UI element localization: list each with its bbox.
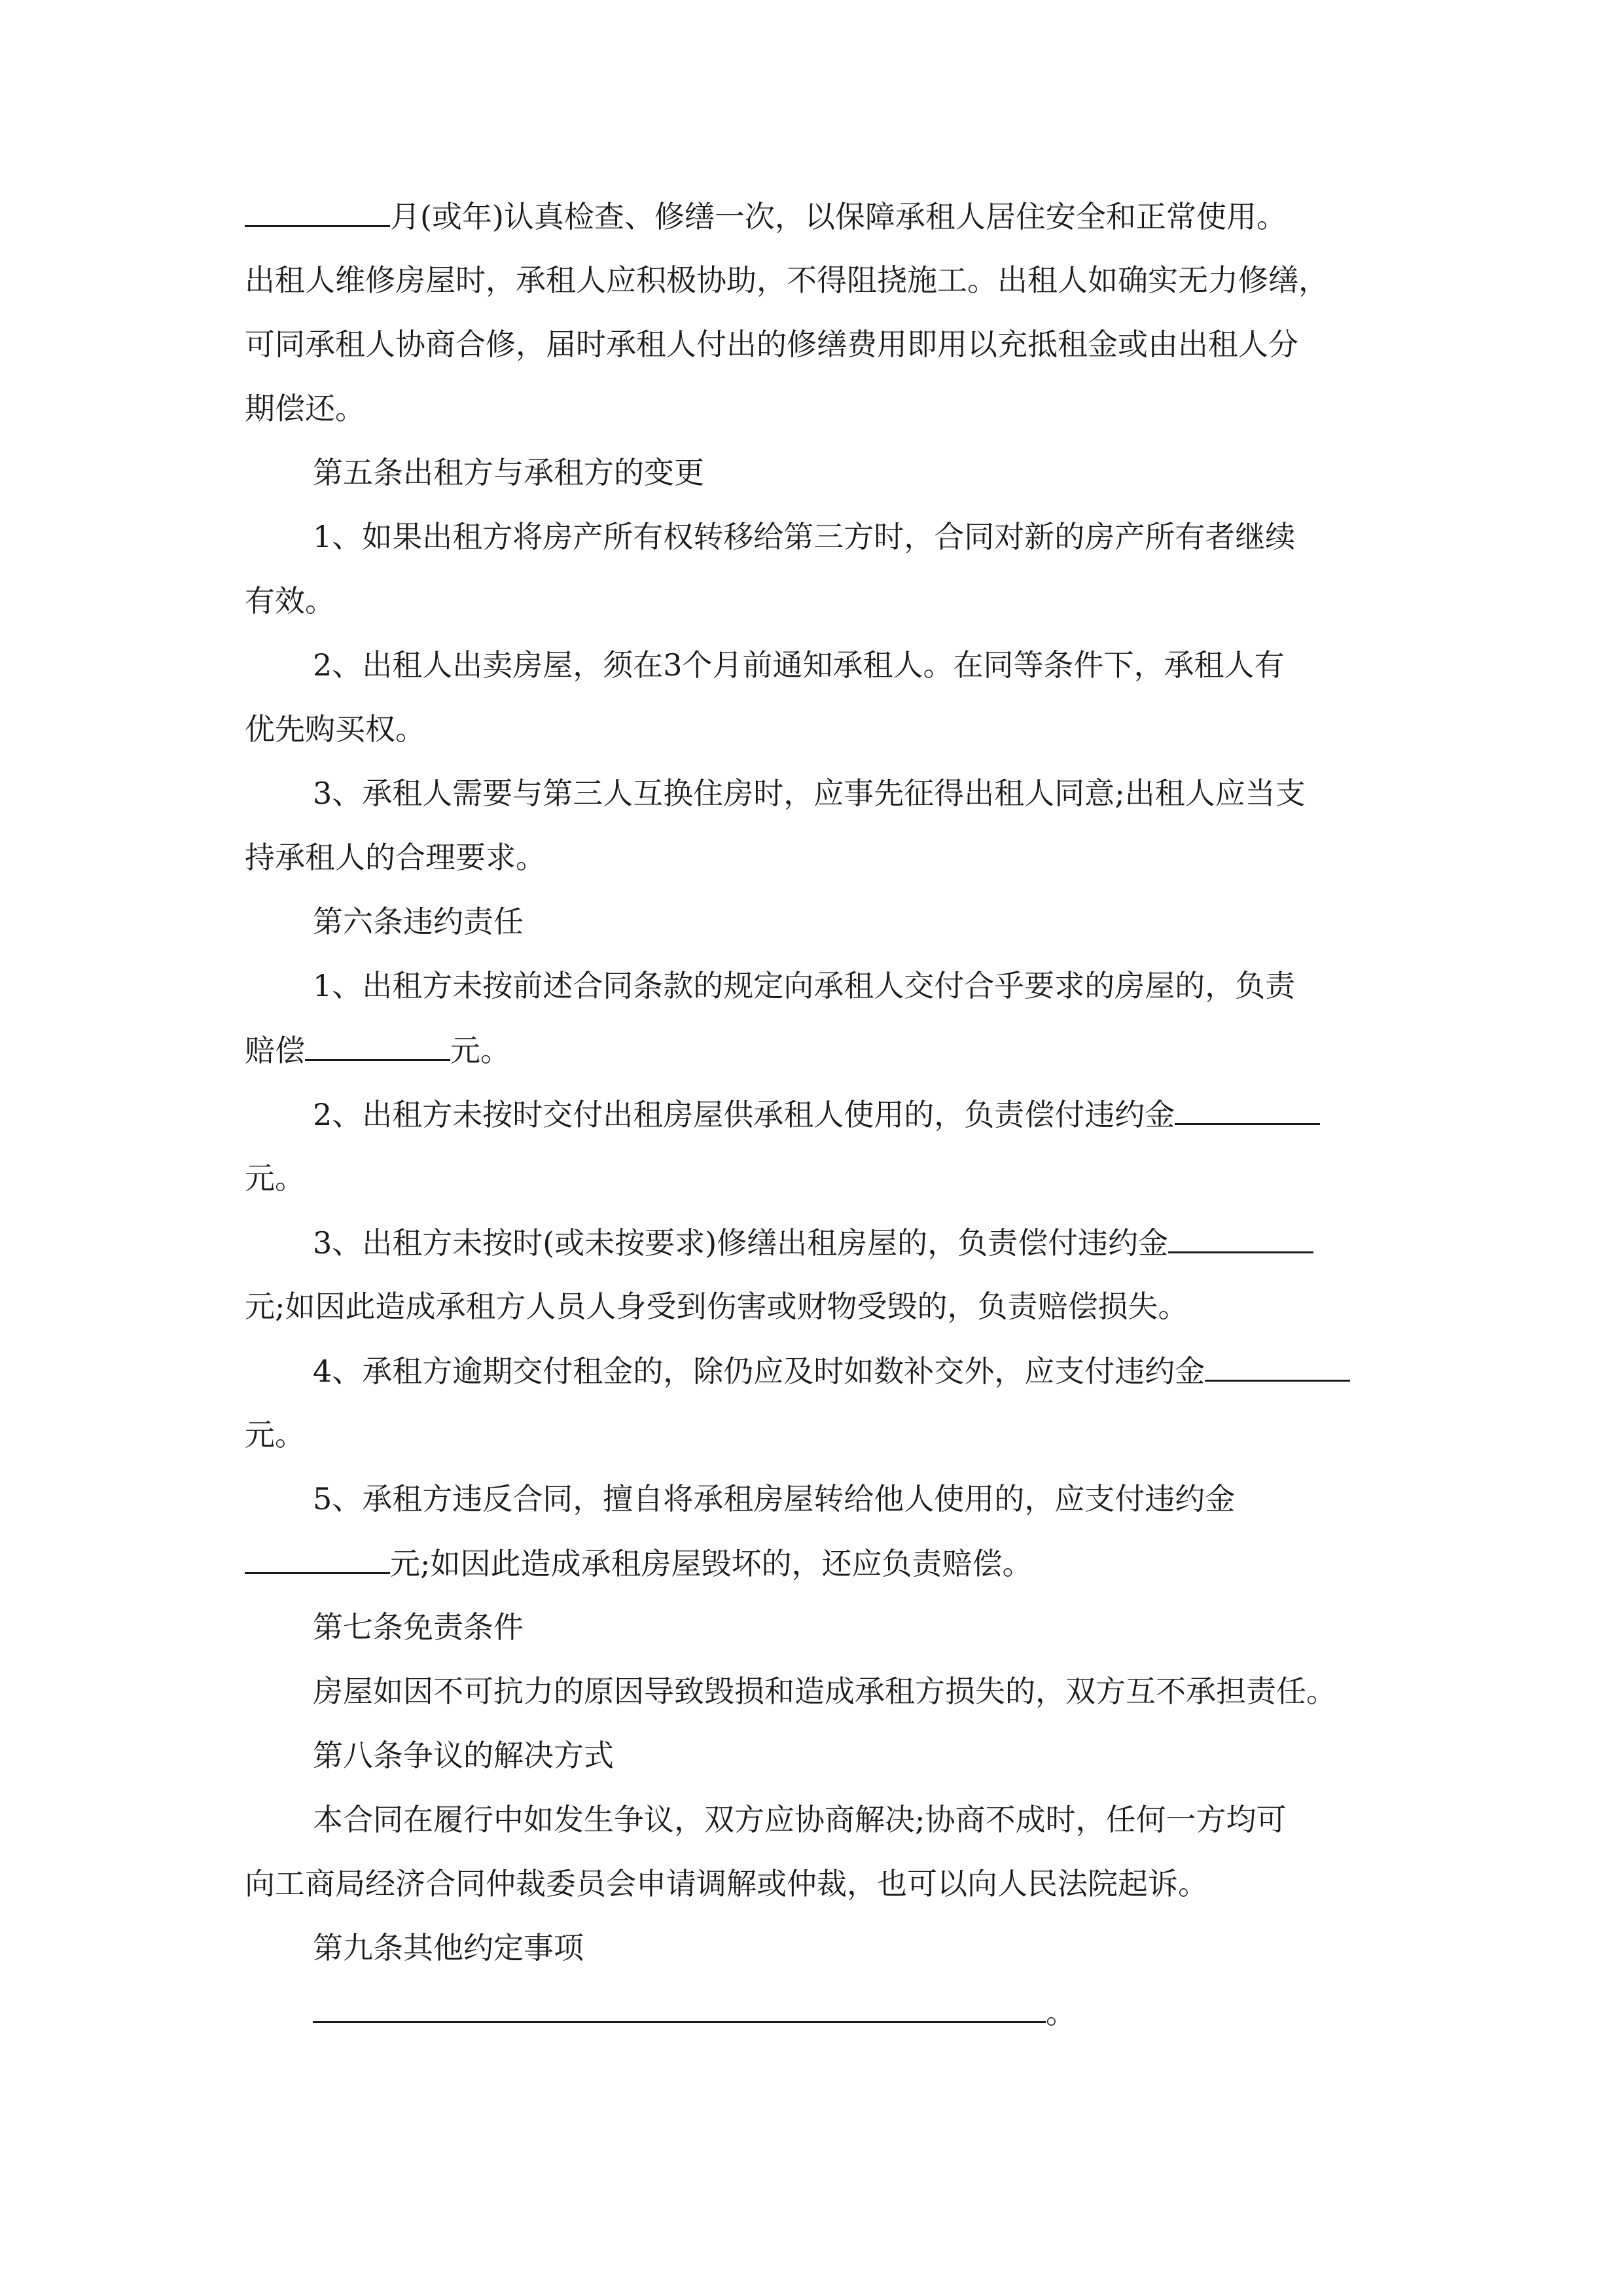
section-heading: 第六条违约责任 xyxy=(313,904,524,939)
fill-in-blank xyxy=(313,1992,1046,2023)
text-line: 。 xyxy=(313,1992,1076,2032)
text-line: 2、出租方未按时交付出租房屋供承租人使用的，负责偿付违约金 xyxy=(313,1094,1320,1134)
fill-in-blank xyxy=(245,196,390,227)
fill-in-blank xyxy=(1205,1351,1350,1382)
section-heading: 第八条争议的解决方式 xyxy=(313,1738,614,1773)
text-line: 本合同在履行中如发生争议，双方应协商解决;协商不成时，任何一方均可 xyxy=(313,1802,1287,1837)
text-line: 1、出租方未按前述合同条款的规定向承租人交付合乎要求的房屋的，负责 xyxy=(313,968,1296,1003)
text-line: 持承租人的合理要求。 xyxy=(245,840,546,875)
section-heading: 第五条出租方与承租方的变更 xyxy=(313,455,704,490)
text-line: 元;如因此造成承租方人员人身受到伤害或财物受毁的，负责赔偿损失。 xyxy=(245,1289,1188,1324)
text-line: 3、承租人需要与第三人互换住房时，应事先征得出租人同意;出租人应当支 xyxy=(313,776,1306,811)
fill-in-blank xyxy=(305,1030,450,1061)
text-line: 可同承租人协商合修，届时承租人付出的修缮费用即用以充抵租金或由出租人分 xyxy=(245,327,1298,362)
text-line: 5、承租方违反合同，擅自将承租房屋转给他人使用的，应支付违约金 xyxy=(313,1481,1236,1516)
text-line: 2、出租人出卖房屋，须在3个月前通知承租人。在同等条件下，承租人有 xyxy=(313,647,1285,683)
text-line: 3、出租方未按时(或未按要求)修缮出租房屋的，负责偿付违约金 xyxy=(313,1223,1313,1262)
text-line: 赔偿 元。 xyxy=(245,1030,510,1069)
text-line: 向工商局经济合同仲裁委员会申请调解或仲裁，也可以向人民法院起诉。 xyxy=(245,1866,1208,1901)
text-line: 有效。 xyxy=(245,583,335,619)
text-line: 1、如果出租方将房产所有权转移给第三方时，合同对新的房产所有者继续 xyxy=(313,519,1296,554)
text-line: 元。 xyxy=(245,1160,305,1196)
fill-in-blank xyxy=(245,1543,390,1574)
text-line: 优先购买权。 xyxy=(245,711,425,747)
text-line: 出租人维修房屋时，承租人应积极协助，不得阻挠施工。出租人如确实无力修缮， xyxy=(245,262,1329,298)
text-line: 元;如因此造成承租房屋毁坏的，还应负责赔偿。 xyxy=(245,1543,1033,1583)
section-heading: 第九条其他约定事项 xyxy=(313,1930,584,1965)
section-heading: 第七条免责条件 xyxy=(313,1609,524,1645)
text-line: 4、承租方逾期交付租金的，除仍应及时如数补交外，应支付违约金 xyxy=(313,1351,1350,1390)
fill-in-blank xyxy=(1168,1223,1313,1253)
fill-in-blank xyxy=(1175,1094,1320,1125)
text-line: 房屋如因不可抗力的原因导致毁损和造成承租方损失的，双方互不承担责任。 xyxy=(313,1674,1336,1709)
text-line: 元。 xyxy=(245,1417,305,1452)
text-line: 月(或年)认真检查、修缮一次，以保障承租人居住安全和正常使用。 xyxy=(245,196,1287,236)
text-line: 期偿还。 xyxy=(245,391,365,426)
